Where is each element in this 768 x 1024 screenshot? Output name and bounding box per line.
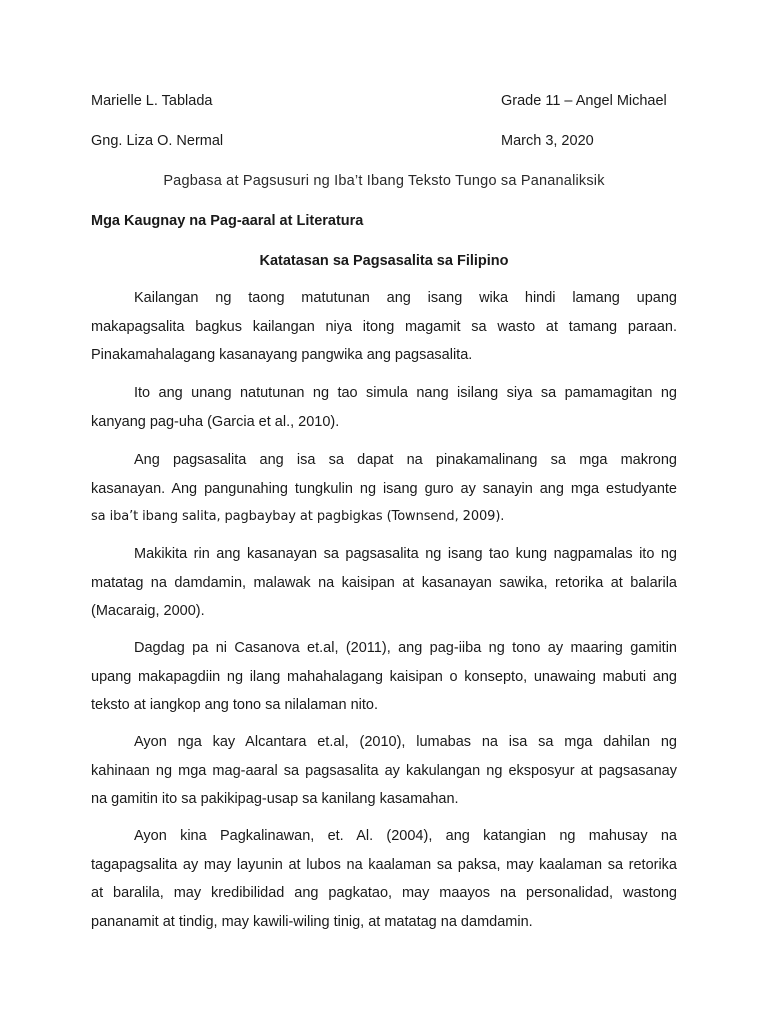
teacher-name: Gng. Liza O. Nermal: [91, 133, 224, 149]
paragraph-line: makapagsalita bagkus kailangan niya itong magamit sa wasto at tamang paraan.: [91, 318, 677, 335]
paragraph-line: pananamit at tindig, may kawili-wiling tinig, at matatag na damdamin.: [91, 914, 533, 931]
paragraph-2: [91, 379, 677, 436]
paragraph-line: at baralila, may kredibilidad ang pagkatao, may maayos na personalidad, wastong: [91, 885, 677, 902]
paragraph-line: Dagdag pa ni Casanova et.al, (2011), ang pag-iiba ng tono ay maaring gamitin: [134, 640, 677, 656]
paragraph-4: [91, 540, 677, 626]
paragraph-6: [91, 728, 677, 814]
paragraph-line: upang makapagdiin ng ilang mahahalagang kaisipan o konsepto, unawaing mabuti ang: [91, 668, 677, 685]
paragraph-line: Ang pagsasalita ang isa sa dapat na pinakamalinang sa mga makrong: [134, 452, 677, 468]
grade-section: Grade 11 – Angel Michael: [501, 93, 667, 109]
topic-heading: Katatasan sa Pagsasalita sa Filipino: [259, 253, 509, 269]
document-date: March 3, 2020: [501, 133, 594, 149]
paragraph-5: [91, 634, 677, 720]
paragraph-line: kasanayan. Ang pangunahing tungkulin ng isang guro ay sanayin ang mga estudyante: [91, 480, 677, 497]
paragraph-line: Makikita rin ang kasanayan sa pagsasalita ng isang tao kung nagpamalas ito ng: [134, 546, 677, 562]
paragraph-line: Kailangan ng taong matutunan ang isang wika hindi lamang upang: [134, 290, 677, 306]
paragraph-line: tagapagsalita ay may layunin at lubos na kaalaman sa paksa, may kaalaman sa retorika: [91, 856, 677, 873]
paragraph-line: Ayon kina Pagkalinawan, et. Al. (2004), ang katangian ng mahusay na: [134, 828, 677, 844]
paragraph-line: Pinakamahalagang kasanayang pangwika ang pagsasalita.: [91, 347, 473, 364]
section-heading: Mga Kaugnay na Pag-aaral at Literatura: [91, 213, 364, 229]
paragraph-line: (Macaraig, 2000).: [91, 603, 205, 620]
paragraph-line: matatag na damdamin, malawak na kaisipan at kasanayan sawika, retorika at balarila: [91, 574, 677, 591]
paragraph-line: kahinaan ng mga mag-aaral sa pagsasalita ay kakulangan ng eksposyur at pagsasanay: [91, 762, 677, 779]
paragraph-3: [91, 446, 677, 532]
paragraph-7: [91, 822, 677, 937]
paragraph-1: [91, 284, 677, 370]
paragraph-line: teksto at iangkop ang tono sa nilalaman nito.: [91, 697, 378, 714]
paragraph-line: Ito ang unang natutunan ng tao simula nang isilang siya sa pamamagitan ng: [134, 385, 677, 401]
paragraph-line: na gamitin ito sa pakikipag-usap sa kanilang kasamahan.: [91, 791, 459, 808]
paragraph-line: sa iba’t ibang salita, pagbaybay at pagbigkas (Townsend, 2009).: [91, 509, 505, 525]
paragraph-line: Ayon nga kay Alcantara et.al, (2010), lumabas na isa sa mga dahilan ng: [134, 734, 677, 750]
subject-title: Pagbasa at Pagsusuri ng Iba’t Ibang Teksto Tungo sa Pananaliksik: [163, 173, 605, 189]
student-name: Marielle L. Tablada: [91, 93, 213, 109]
paragraph-line: kanyang pag-uha (Garcia et al., 2010).: [91, 413, 340, 430]
